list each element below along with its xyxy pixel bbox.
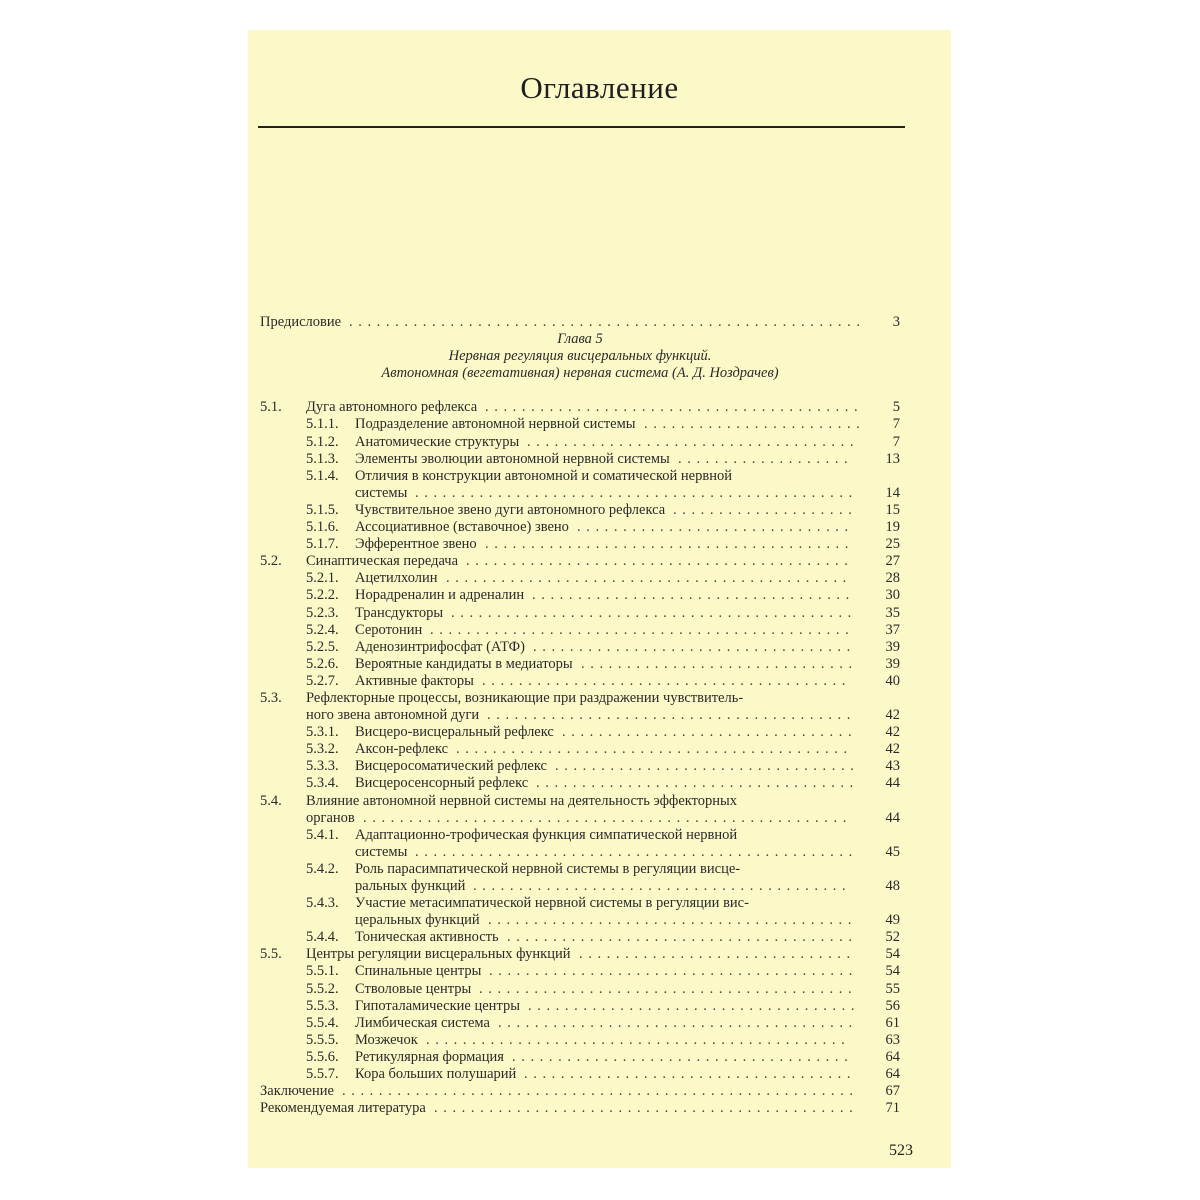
toc-entry-number: 5.5.5. xyxy=(306,1031,339,1048)
toc-entry-text: Спинальные центры xyxy=(355,963,482,980)
toc-entry-text: Норадреналин и адреналин xyxy=(355,587,525,604)
toc-subsection xyxy=(260,963,900,980)
toc-section-line-1 xyxy=(260,793,900,810)
spacer xyxy=(260,382,900,399)
toc-subsection-line-2 xyxy=(260,878,900,895)
toc-page-number: 42 xyxy=(885,741,900,758)
dot-leader: ........................................ xyxy=(488,912,857,929)
toc-page-number: 43 xyxy=(885,758,900,775)
toc-section-line-2 xyxy=(260,707,900,724)
toc-entry-number: 5.3.2. xyxy=(306,741,339,758)
toc-entry-number: 5.2.2. xyxy=(306,587,339,604)
toc-entry-text: Аденозинтрифосфат (АТФ) xyxy=(355,638,525,655)
dot-leader: ........................................................ xyxy=(342,1083,859,1100)
toc-page-number: 35 xyxy=(885,604,900,621)
toc-subsection-line-1 xyxy=(260,895,900,912)
toc-entry-text: Гипоталамические центры xyxy=(355,997,520,1014)
toc-entry-text: Адаптационно-трофическая функция симпатической нервной xyxy=(355,826,738,843)
toc-subsection-line-2 xyxy=(260,485,900,502)
toc-page-number: 63 xyxy=(885,1031,900,1048)
toc-subsection xyxy=(260,981,900,998)
toc-entry-text: Аксон-рефлекс xyxy=(355,741,449,758)
dot-leader: ........................................................ xyxy=(349,314,866,330)
toc-entry-text: Анатомические структуры xyxy=(355,433,520,450)
toc-entry-number: 5.2.1. xyxy=(306,570,339,587)
toc-page-number: 64 xyxy=(885,1048,900,1065)
table-of-contents xyxy=(260,314,900,1117)
dot-leader: .................... xyxy=(673,501,858,518)
toc-entry-number: 5.4.2. xyxy=(306,860,339,877)
toc-entry-text: Рефлекторные процессы, возникающие при раздражении чувствитель- xyxy=(306,689,744,706)
toc-subsection xyxy=(260,775,900,792)
dot-leader: ................................................ xyxy=(415,484,858,501)
dot-leader: ............................................ xyxy=(446,570,852,587)
toc-subsection xyxy=(260,758,900,775)
toc-entry-number: 5.1.3. xyxy=(306,450,339,467)
toc-page-number: 48 xyxy=(885,878,900,894)
dot-leader: .............................. xyxy=(581,655,858,672)
toc-entry-text: Серотонин xyxy=(355,621,423,638)
toc-subsection xyxy=(260,519,900,536)
toc-page-number: 7 xyxy=(892,433,900,450)
toc-entry-number: 5.4.1. xyxy=(306,826,339,843)
toc-entry-conclusion xyxy=(260,1083,900,1100)
toc-page-number: 55 xyxy=(885,980,900,997)
dot-leader: .......................................... xyxy=(466,553,854,570)
toc-entry-references xyxy=(260,1100,900,1117)
toc-page-number: 42 xyxy=(885,724,900,741)
toc-page-number: 61 xyxy=(885,1014,900,1031)
dot-leader: .............................................. xyxy=(426,1031,851,1048)
toc-entry-number: 5.5. xyxy=(260,946,282,963)
toc-entry-text: Эфферентное звено xyxy=(355,536,477,553)
toc-section xyxy=(260,553,900,570)
dot-leader: .............................. xyxy=(577,519,854,536)
toc-section-line-1 xyxy=(260,690,900,707)
dot-leader: .................................... xyxy=(524,1066,857,1083)
toc-subsection xyxy=(260,724,900,741)
toc-page-number: 67 xyxy=(885,1083,900,1100)
toc-page-number: 49 xyxy=(885,912,900,929)
toc-entry-number: 5.1.6. xyxy=(306,519,339,536)
toc-entry-text: органов xyxy=(306,809,355,826)
toc-subsection xyxy=(260,536,900,553)
page-number: 523 xyxy=(889,1142,913,1159)
dot-leader: ................................... xyxy=(536,775,859,792)
book-page xyxy=(248,30,951,1168)
toc-section-line-2 xyxy=(260,810,900,827)
toc-entry-number: 5.1.2. xyxy=(306,433,339,450)
dot-leader: .................................... xyxy=(527,433,860,450)
toc-entry-number: 5.4.3. xyxy=(306,895,339,912)
toc-entry-text: Мозжечок xyxy=(355,1031,418,1048)
dot-leader: ................... xyxy=(678,450,854,467)
toc-entry-number: 5.5.4. xyxy=(306,1014,339,1031)
toc-entry-number: 5.3.1. xyxy=(306,724,339,741)
toc-page-number: 30 xyxy=(885,587,900,604)
toc-subsection xyxy=(260,929,900,946)
chapter-heading: Глава 5 xyxy=(557,331,603,348)
chapter-title-line-2: Автономная (вегетативная) нервная система (А. Д. Ноздрачев) xyxy=(381,365,779,382)
chapter-title-line-1: Нервная регуляция висцеральных функций. xyxy=(448,348,712,365)
toc-subsection-line-1 xyxy=(260,861,900,878)
dot-leader: ........................ xyxy=(644,416,866,433)
toc-entry-text: ного звена автономной дуги xyxy=(306,707,480,724)
toc-subsection xyxy=(260,434,900,451)
toc-entry-text: Висцеро-висцеральный рефлекс xyxy=(355,724,554,741)
toc-page-number: 42 xyxy=(885,707,900,724)
toc-page-number: 15 xyxy=(885,501,900,518)
dot-leader: ......................................... xyxy=(473,878,852,894)
toc-entry-number: 5.3.3. xyxy=(306,758,339,775)
dot-leader: .................................... xyxy=(528,997,861,1014)
toc-entry-number: 5.2.3. xyxy=(306,604,339,621)
toc-entry-number: 5.5.2. xyxy=(306,980,339,997)
toc-entry-preface xyxy=(260,314,900,331)
dot-leader: ........................................... xyxy=(456,741,853,758)
toc-subsection-line-1 xyxy=(260,468,900,485)
dot-leader: ................................................ xyxy=(415,843,858,860)
toc-subsection xyxy=(260,1015,900,1032)
toc-entry-text: Элементы эволюции автономной нервной системы xyxy=(355,450,670,467)
toc-page-number: 14 xyxy=(885,484,900,501)
dot-leader: ....................................... xyxy=(498,1014,858,1031)
section-list xyxy=(260,399,900,1083)
toc-entry-text: Висцеросоматический рефлекс xyxy=(355,758,547,775)
toc-page-number: 13 xyxy=(885,450,900,467)
toc-page-number: 44 xyxy=(885,775,900,792)
toc-entry-number: 5.1.5. xyxy=(306,501,339,518)
toc-page-number: 52 xyxy=(885,929,900,946)
toc-entry-text: Стволовые центры xyxy=(355,980,472,997)
toc-subsection xyxy=(260,1049,900,1066)
toc-entry-text: Активные факторы xyxy=(355,672,474,689)
toc-page-number: 56 xyxy=(885,997,900,1014)
toc-subsection xyxy=(260,605,900,622)
toc-page-number: 54 xyxy=(885,963,900,980)
toc-entry-number: 5.1.4. xyxy=(306,467,339,484)
toc-subsection xyxy=(260,502,900,519)
dot-leader: ........................................ xyxy=(485,536,854,553)
toc-page-number: 54 xyxy=(885,946,900,963)
toc-entry-number: 5.2.5. xyxy=(306,638,339,655)
page-title: Оглавление xyxy=(520,70,679,105)
toc-entry-number: 5.1.7. xyxy=(306,536,339,553)
dot-leader: ................................... xyxy=(533,638,856,655)
toc-subsection xyxy=(260,570,900,587)
dot-leader: .............................................. xyxy=(430,621,855,638)
toc-entry-number: 5.3.4. xyxy=(306,775,339,792)
toc-page-number: 19 xyxy=(885,519,900,536)
toc-entry-text: системы xyxy=(355,843,408,860)
toc-entry-number: 5.3. xyxy=(260,689,282,706)
toc-page-number: 7 xyxy=(892,416,900,433)
toc-page-number: 44 xyxy=(885,809,900,826)
toc-entry-text: Висцеросенсорный рефлекс xyxy=(355,775,529,792)
toc-subsection xyxy=(260,998,900,1015)
toc-entry-text: Заключение xyxy=(260,1083,334,1100)
toc-entry-text: Лимбическая система xyxy=(355,1014,490,1031)
dot-leader: .............................................. xyxy=(434,1100,859,1117)
toc-subsection xyxy=(260,656,900,673)
dot-leader: ........................................ xyxy=(487,707,856,724)
toc-page-number: 3 xyxy=(892,314,900,330)
toc-entry-text: Отличия в конструкции автономной и соматической нервной xyxy=(355,467,732,484)
toc-entry-number: 5.2.6. xyxy=(306,655,339,672)
toc-subsection xyxy=(260,622,900,639)
toc-subsection xyxy=(260,673,900,690)
toc-entry-text: Ацетилхолин xyxy=(355,570,438,587)
toc-subsection xyxy=(260,416,900,433)
dot-leader: ......................................... xyxy=(479,980,858,997)
dot-leader: ............................................ xyxy=(451,604,857,621)
toc-entry-text: Чувствительное звено дуги автономного рефлекса xyxy=(355,501,666,518)
toc-entry-text: Центры регуляции висцеральных функций xyxy=(306,946,571,963)
toc-page-number: 45 xyxy=(885,843,900,860)
toc-page-number: 25 xyxy=(885,536,900,553)
toc-page-number: 37 xyxy=(885,621,900,638)
toc-entry-text: Предисловие xyxy=(260,314,342,330)
toc-subsection-line-2 xyxy=(260,912,900,929)
toc-subsection xyxy=(260,741,900,758)
dot-leader: ................................ xyxy=(562,724,858,741)
toc-subsection xyxy=(260,1032,900,1049)
dot-leader: ................................... xyxy=(532,587,855,604)
toc-entry-number: 5.1.1. xyxy=(306,416,339,433)
toc-entry-number: 5.5.6. xyxy=(306,1048,339,1065)
toc-entry-number: 5.2.4. xyxy=(306,621,339,638)
toc-subsection-line-1 xyxy=(260,827,900,844)
toc-entry-text: Синаптическая передача xyxy=(306,553,459,570)
toc-entry-text: системы xyxy=(355,484,408,501)
toc-page-number: 71 xyxy=(885,1100,900,1117)
toc-subsection xyxy=(260,639,900,656)
toc-entry-number: 5.5.1. xyxy=(306,963,339,980)
toc-page-number: 5 xyxy=(892,399,900,416)
dot-leader: ..................................... xyxy=(512,1048,854,1065)
toc-entry-text: Ассоциативное (вставочное) звено xyxy=(355,519,569,536)
toc-entry-number: 5.2. xyxy=(260,553,282,570)
toc-entry-text: Трансдукторы xyxy=(355,604,444,621)
toc-entry-text: ральных функций xyxy=(355,878,466,894)
toc-subsection-line-2 xyxy=(260,844,900,861)
toc-entry-number: 5.5.3. xyxy=(306,997,339,1014)
toc-page-number: 27 xyxy=(885,553,900,570)
dot-leader: ......................................... xyxy=(485,399,864,416)
title-rule xyxy=(258,126,905,128)
dot-leader: ...................................... xyxy=(507,929,858,946)
toc-entry-number: 5.4. xyxy=(260,792,282,809)
toc-subsection xyxy=(260,451,900,468)
dot-leader: ................................. xyxy=(555,758,860,775)
toc-entry-number: 5.2.7. xyxy=(306,672,339,689)
toc-subsection xyxy=(260,1066,900,1083)
toc-entry-text: Роль парасимпатической нервной системы в регуляции висце- xyxy=(355,860,741,877)
dot-leader: ........................................ xyxy=(489,963,858,980)
toc-entry-text: Кора больших полушарий xyxy=(355,1066,517,1083)
toc-entry-text: Ретикулярная формация xyxy=(355,1048,504,1065)
toc-page-number: 64 xyxy=(885,1066,900,1083)
dot-leader: .............................. xyxy=(579,946,856,963)
toc-page-number: 39 xyxy=(885,655,900,672)
dot-leader: ..................................................... xyxy=(363,809,852,826)
toc-entry-text: Рекомендуемая литература xyxy=(260,1100,426,1117)
toc-entry-text: церальных функций xyxy=(355,912,480,929)
toc-entry-text: Вероятные кандидаты в медиаторы xyxy=(355,655,573,672)
toc-entry-number: 5.5.7. xyxy=(306,1066,339,1083)
dot-leader: ........................................ xyxy=(482,672,851,689)
toc-page-number: 28 xyxy=(885,570,900,587)
toc-entry-text: Участие метасимпатической нервной системы в регуляции вис- xyxy=(355,895,749,912)
toc-page-number: 39 xyxy=(885,638,900,655)
toc-page-number: 40 xyxy=(885,672,900,689)
toc-entry-text: Влияние автономной нервной системы на деятельность эффекторных xyxy=(306,792,738,809)
toc-entry-text: Дуга автономного рефлекса xyxy=(306,399,478,416)
toc-subsection xyxy=(260,587,900,604)
toc-section xyxy=(260,399,900,416)
toc-entry-text: Подразделение автономной нервной системы xyxy=(355,416,636,433)
toc-entry-number: 5.1. xyxy=(260,399,282,416)
toc-entry-text: Тоническая активность xyxy=(355,929,499,946)
toc-entry-number: 5.4.4. xyxy=(306,929,339,946)
toc-section xyxy=(260,946,900,963)
